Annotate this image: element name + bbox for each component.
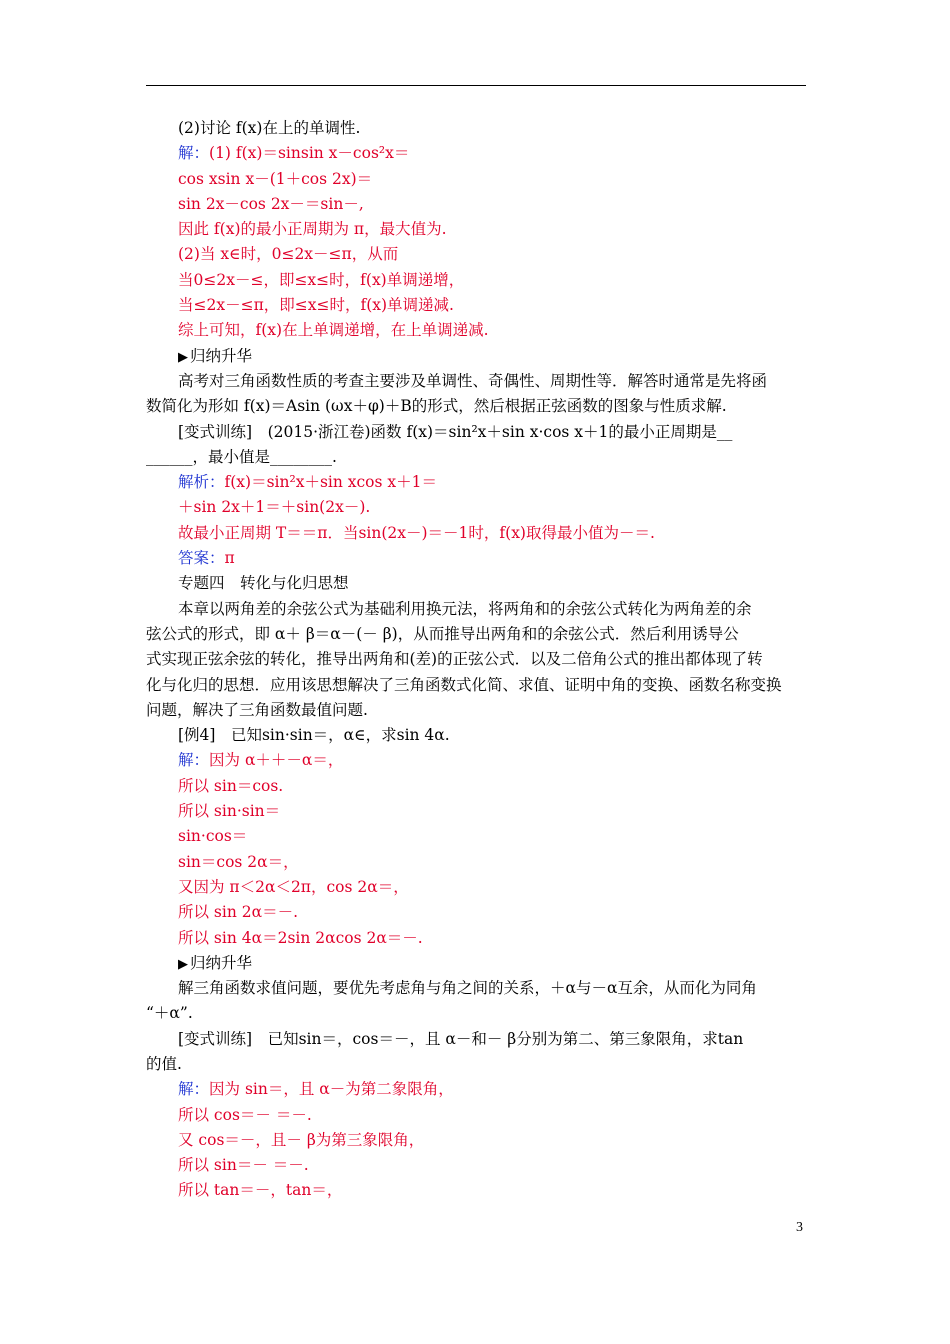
text-line	[146, 521, 808, 546]
text-segment: 化与化归的思想．应用该思想解决了三角函数式化简、求值、证明中角的变换、函数名称变换	[146, 675, 782, 694]
text-segment: 综上可知，f(x)在上单调递增，在上单调递减.	[178, 321, 489, 340]
text-segment: [变式训练] 已知sin＝，cos＝－，且 α－和－ β分别为第二、第三象限角，求tan	[178, 1029, 744, 1048]
text-segment: 所以 sin 4α＝2sin 2αcos 2α＝－.	[178, 928, 423, 947]
text-segment: 的值.	[146, 1054, 182, 1073]
text-line	[146, 900, 808, 925]
page-number: 3	[796, 1220, 803, 1235]
text-line	[146, 698, 808, 723]
text-line	[146, 723, 808, 748]
text-segment: 解三角函数求值问题，要优先考虑角与角之间的关系，＋α与－α互余，从而化为同角	[178, 979, 757, 998]
triangle-bullet-icon: ▶	[178, 956, 188, 972]
text-segment: sin·cos＝	[178, 827, 248, 846]
text-segment: 所以 cos＝－ ＝－.	[178, 1105, 312, 1124]
text-segment: 因此 f(x)的最小正周期为 π，最大值为.	[178, 220, 447, 239]
text-line	[146, 470, 808, 495]
text-segment: 式实现正弦余弦的转化，推导出两角和(差)的正弦公式．以及二倍角公式的推出都体现了转	[146, 650, 763, 669]
text-line	[146, 597, 808, 622]
text-line	[146, 420, 808, 445]
text-segment: [例4] 已知sin·sin＝，α∈，求sin 4α.	[178, 726, 450, 745]
text-line	[146, 116, 808, 141]
text-line	[146, 192, 808, 217]
text-line	[146, 951, 808, 976]
text-segment: 所以 sin 2α＝－.	[178, 903, 299, 922]
text-line	[146, 1178, 808, 1203]
text-segment: 解：	[178, 1080, 210, 1099]
text-line	[146, 268, 808, 293]
text-segment: 又因为 π＜2α＜2π，cos 2α＝，	[178, 877, 409, 896]
text-line	[146, 748, 808, 773]
text-line	[146, 571, 808, 596]
text-line	[146, 1103, 808, 1128]
text-line	[146, 824, 808, 849]
text-line	[146, 875, 808, 900]
text-segment: π	[224, 549, 235, 568]
text-line	[146, 242, 808, 267]
text-segment: 因为 sin＝，且 α－为第二象限角，	[209, 1080, 454, 1099]
text-segment: 专题四 转化与化归思想	[178, 574, 349, 593]
text-line	[146, 344, 808, 369]
text-segment: (1) f(x)＝sinsin x－cos²x＝	[209, 144, 410, 163]
text-line	[146, 546, 808, 571]
text-line	[146, 1128, 808, 1153]
text-line	[146, 318, 808, 343]
text-line	[146, 394, 808, 419]
text-segment: (2)讨论 f(x)在上的单调性.	[178, 119, 361, 137]
text-segment: (2)当 x∈时，0≤2x－≤π，从而	[178, 245, 399, 264]
text-line	[146, 799, 808, 824]
text-line	[146, 1153, 808, 1178]
text-segment: 问题，解决了三角函数最值问题.	[146, 700, 368, 719]
text-segment: f(x)＝sin²x＋sin xcos x＋1＝	[224, 473, 437, 492]
text-segment: 答案：	[178, 549, 225, 568]
text-segment: ______，最小值是________.	[146, 447, 337, 466]
text-segment: ＋sin 2x＋1＝＋sin(2x－).	[178, 498, 371, 517]
text-segment: 归纳升华	[190, 953, 253, 972]
text-segment: 解析：	[178, 473, 225, 492]
text-line	[146, 293, 808, 318]
text-line	[146, 647, 808, 672]
text-line	[146, 141, 808, 166]
text-segment: 又 cos＝－，且－ β为第三象限角，	[178, 1130, 425, 1149]
document-body	[146, 116, 808, 1204]
text-segment: “＋α”.	[146, 1004, 193, 1023]
text-segment: 数简化为形如 f(x)＝Asin (ωx＋φ)＋B的形式，然后根据正弦函数的图象与性质求解.	[146, 397, 727, 416]
text-segment: [变式训练] (2015·浙江卷)函数 f(x)＝sin²x＋sin x·cos x＋1的最小正周期是__	[178, 422, 733, 441]
text-segment: sin＝cos 2α＝，	[178, 852, 299, 871]
text-segment: 归纳升华	[190, 346, 253, 365]
text-segment: 所以 sin＝－ ＝－.	[178, 1156, 309, 1175]
text-line	[146, 926, 808, 951]
text-line	[146, 774, 808, 799]
text-line	[146, 445, 808, 470]
text-segment: 故最小正周期 T＝＝π．当sin(2x－)＝－1时，f(x)取得最小值为－＝.	[178, 523, 655, 542]
text-line	[146, 167, 808, 192]
text-line	[146, 622, 808, 647]
text-segment: cos xsin x－(1＋cos 2x)＝	[178, 169, 373, 188]
text-line	[146, 369, 808, 394]
text-segment: 高考对三角函数性质的考查主要涉及单调性、奇偶性、周期性等．解答时通常是先将函	[178, 371, 768, 390]
text-line	[146, 1077, 808, 1102]
text-segment: 当≤2x－≤π，即≤x≤时，f(x)单调递减.	[178, 296, 454, 315]
text-segment: sin 2x－cos 2x－＝sin－,	[178, 194, 364, 213]
text-segment: 当0≤2x－≤，即≤x≤时，f(x)单调递增，	[178, 270, 465, 289]
text-segment: 所以 tan＝－，tan＝，	[178, 1181, 343, 1200]
text-segment: 因为 α＋＋－α＝，	[209, 751, 344, 770]
text-segment: 本章以两角差的余弦公式为基础利用换元法，将两角和的余弦公式转化为两角差的余	[178, 599, 752, 618]
text-segment: 弦公式的形式，即 α＋ β＝α－(－ β)，从而推导出两角和的余弦公式．然后利用诱导公	[146, 624, 739, 643]
text-segment: 所以 sin·sin＝	[178, 802, 281, 821]
text-segment: 所以 sin＝cos.	[178, 776, 284, 795]
text-line	[146, 1001, 808, 1026]
text-line	[146, 495, 808, 520]
text-segment: 解：	[178, 144, 210, 163]
header-rule	[146, 85, 806, 86]
triangle-bullet-icon: ▶	[178, 349, 188, 365]
text-line	[146, 673, 808, 698]
text-line	[146, 217, 808, 242]
text-line	[146, 976, 808, 1001]
text-line	[146, 1052, 808, 1077]
text-line	[146, 1027, 808, 1052]
text-segment: 解：	[178, 751, 210, 770]
text-line	[146, 850, 808, 875]
